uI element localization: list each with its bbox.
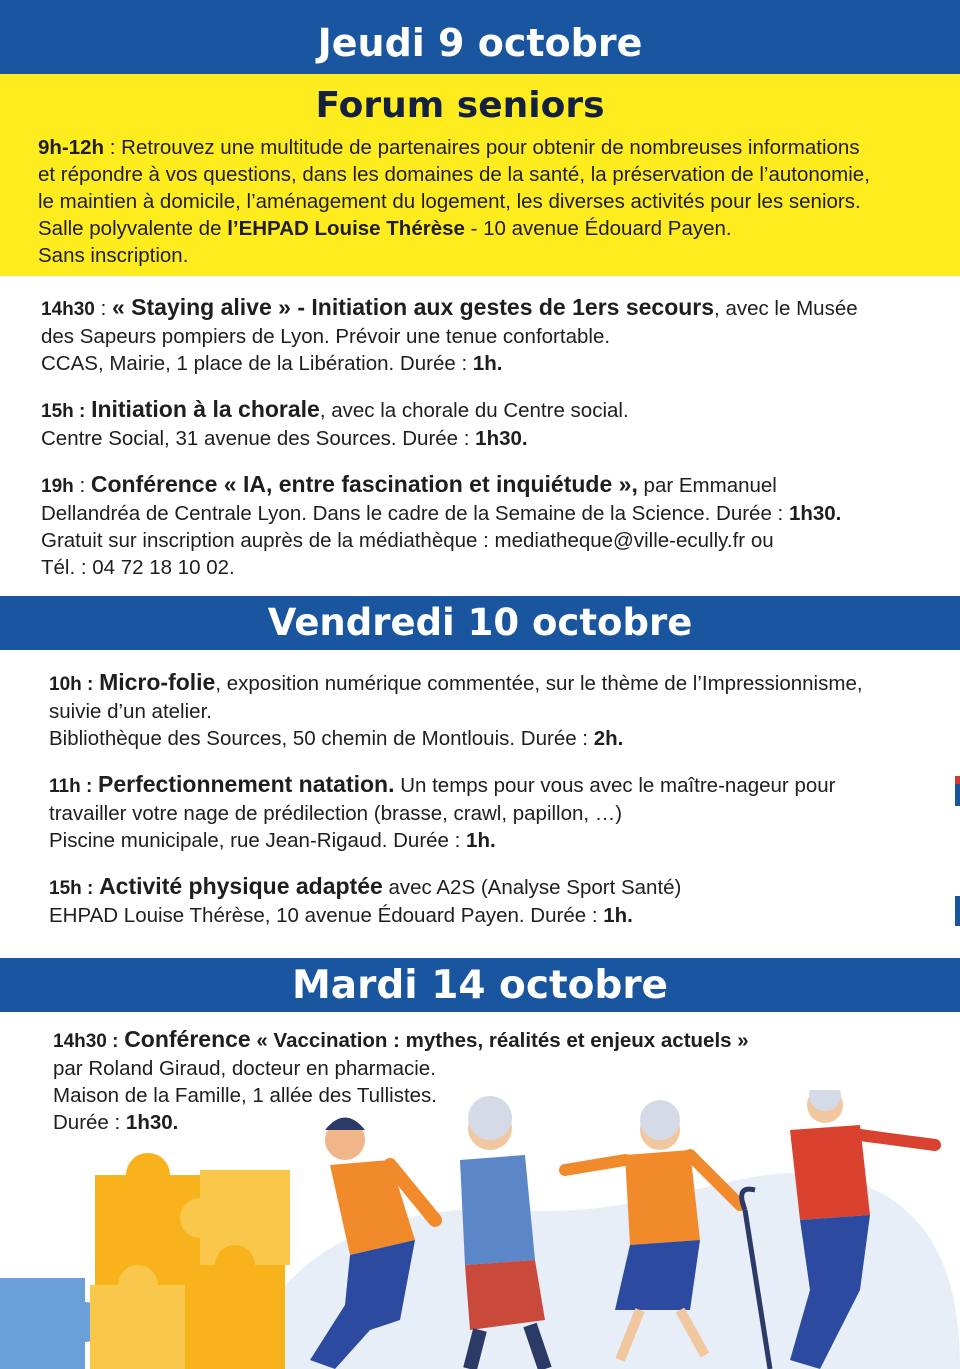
event-vendredi-2: [49, 771, 835, 854]
event-title: Micro-folie: [99, 669, 216, 695]
event-line-2: Centre Social, 31 avenue des Sources. Durée :: [41, 427, 476, 450]
event-line-3: Bibliothèque des Sources, 50 chemin de Montlouis. Durée :: [49, 727, 594, 750]
event-line-2: travailler votre nage de prédilection (brasse, crawl, papillon, …): [49, 802, 623, 825]
forum-time: 9h-12h: [38, 136, 105, 159]
event-duration: 1h.: [472, 352, 503, 375]
event-time: 14h30: [41, 299, 95, 320]
event-line-3: Maison de la Famille, 1 allée des Tullistes.: [53, 1084, 437, 1107]
event-tail: avec A2S (Analyse Sport Santé): [382, 876, 682, 899]
event-line-2: par Roland Giraud, docteur en pharmacie.: [53, 1057, 436, 1080]
event-title-subject: « Vaccination : mythes, réalités et enjeux actuels »: [250, 1029, 749, 1052]
event-jeudi-1: [41, 294, 858, 377]
event-duration: 1h.: [466, 829, 496, 852]
event-title: Conférence: [124, 1026, 251, 1052]
event-time: 19h: [41, 476, 74, 497]
event-line-2: Dellandréa de Centrale Lyon. Dans le cadre de la Semaine de la Science. Durée :: [41, 502, 789, 525]
forum-line-4c: - 10 avenue Édouard Payen.: [464, 217, 732, 240]
edge-accent: [955, 896, 960, 926]
event-time: 14h30 :: [53, 1031, 119, 1052]
event-tail: , avec le Musée: [714, 297, 858, 320]
event-vendredi-1: [49, 669, 863, 752]
heading-vendredi: Vendredi 10 octobre: [0, 596, 960, 650]
event-tail: Un temps pour vous avec le maître-nageur pour: [394, 774, 836, 797]
forum-text: [38, 134, 870, 269]
event-vendredi-3: [49, 873, 681, 929]
event-title: Activité physique adaptée: [99, 873, 383, 899]
event-time: 11h :: [49, 776, 93, 797]
event-time: 10h :: [49, 674, 94, 695]
event-line-4: Tél. : 04 72 18 10 02.: [41, 556, 235, 579]
event-duration: 1h30.: [125, 1111, 179, 1134]
event-line-2: des Sapeurs pompiers de Lyon. Prévoir une tenue confortable.: [41, 325, 611, 348]
event-duration: 1h30.: [788, 502, 842, 525]
heading-mardi: Mardi 14 octobre: [0, 958, 960, 1012]
heading-jeudi: Jeudi 9 octobre: [0, 0, 960, 74]
event-jeudi-3: [41, 471, 841, 581]
forum-line-4a: Salle polyvalente de: [38, 217, 228, 240]
event-line-3: Piscine municipale, rue Jean-Rigaud. Durée :: [49, 829, 467, 852]
forum-line-2: et répondre à vos questions, dans les domaines de la santé, la préservation de l’autonomie,: [38, 163, 870, 186]
event-line-4: Durée :: [53, 1111, 126, 1134]
event-jeudi-2: [41, 396, 629, 452]
event-line-3: CCAS, Mairie, 1 place de la Libération. Durée :: [41, 352, 473, 375]
forum-venue: l’EHPAD Louise Thérèse: [227, 217, 465, 240]
forum-line-3: le maintien à domicile, l’aménagement du logement, les diverses activités pour les seniors.: [38, 190, 861, 213]
event-title: Perfectionnement natation.: [98, 771, 395, 797]
event-duration: 1h30.: [475, 427, 528, 450]
event-tail: , exposition numérique commentée, sur le thème de l’Impressionnisme,: [215, 672, 863, 695]
event-title: « Staying alive » - Initiation aux gestes de 1ers secours: [111, 294, 715, 320]
forum-line-5: Sans inscription.: [38, 244, 189, 267]
event-sep: :: [94, 297, 112, 320]
event-duration: 2h.: [593, 727, 624, 750]
event-line-2: suivie d’un atelier.: [49, 700, 212, 723]
forum-title: Forum seniors: [315, 85, 605, 126]
edge-accent-red: [955, 776, 960, 784]
event-duration: 1h.: [603, 904, 633, 927]
event-line-3: Gratuit sur inscription auprès de la médiathèque : mediatheque@ville-ecully.fr ou: [41, 529, 774, 552]
event-tail: , avec la chorale du Centre social.: [319, 399, 629, 422]
event-title: Initiation à la chorale: [91, 396, 320, 422]
seniors-dancing-puzzle-illustration: [0, 1090, 960, 1369]
event-title: Conférence « IA, entre fascination et inquiétude »,: [90, 471, 638, 497]
forum-line-1: : Retrouvez une multitude de partenaires pour obtenir de nombreuses informations: [104, 136, 860, 159]
event-tail: par Emmanuel: [637, 474, 777, 497]
event-sep: :: [73, 474, 91, 497]
event-line-2: EHPAD Louise Thérèse, 10 avenue Édouard Payen. Durée :: [49, 904, 604, 927]
event-time: 15h :: [49, 878, 94, 899]
event-time: 15h :: [41, 401, 86, 422]
